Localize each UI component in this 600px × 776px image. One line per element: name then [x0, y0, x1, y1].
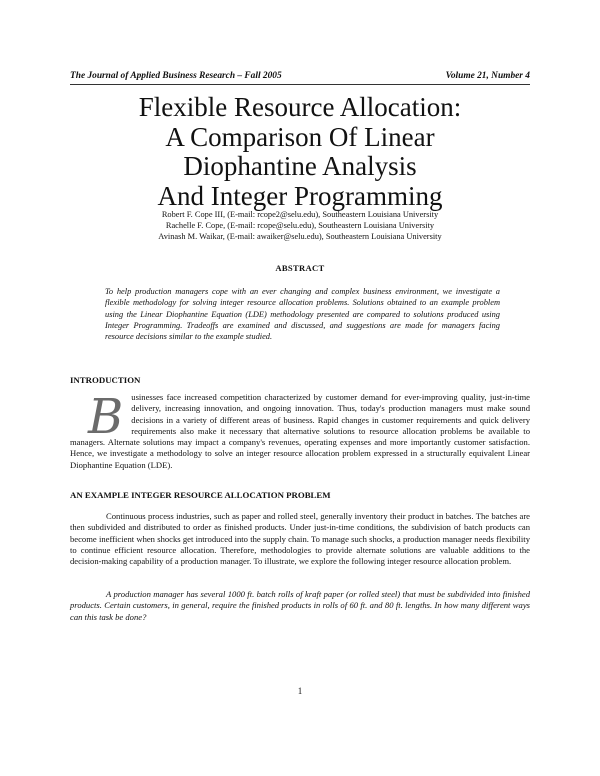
title-line-1: Flexible Resource Allocation: [138, 92, 462, 122]
author-3: Avinash M. Waikar, (E-mail: awaiker@selu.edu), Southeastern Louisiana University [158, 232, 442, 241]
abstract-body: To help production managers cope with an ever changing and complex business environment, we investigate a flexible methodology for solving integer resource allocation problems. Solutions obtained to an example problem using the Linear Diophantine Equation (LDE) methodology presented are compared to solutions produced using Integer Programming. Tradeoffs are examined and discussed, and suggestions are made for managers facing resource decisions similar to the example studied. [105, 287, 500, 342]
drop-cap: B [88, 389, 124, 445]
paper-title [70, 93, 530, 211]
page-number: 1 [297, 686, 303, 696]
abstract-heading: ABSTRACT [275, 263, 325, 273]
running-header [70, 71, 530, 83]
introduction-body [70, 389, 530, 471]
author-1: Robert F. Cope III, (E-mail: rcope2@selu.edu), Southeastern Louisiana University [161, 210, 439, 219]
title-line-4: And Integer Programming [157, 180, 443, 211]
author-list [70, 209, 530, 242]
example-paragraph-1: Continuous process industries, such as paper and rolled steel, generally inventory their product in batches. The batches are then subdivided and distributed to order as finished products. Under just-in-time conditions, the subdivision of batch products can become inefficient when shocks get introduced into the supply chain. To manage such shocks, a production manager needs flexibility to continue efficient resource allocation. Therefore, methodologies to provide alternate solutions are valuable additions to the decision-making capability of a production manager. To illustrate, we explore the following integer resource allocation problem. [70, 511, 530, 567]
introduction-text: usinesses face increased competition characterized by customer demand for ever-improving quality, just-in-time delivery, increasing innovation, and ongoing innovation. Thus, today's production managers must make sound decisions in a variety of different areas of business. Rapid changes in customer requirements and quick delivery requirements also make it necessary that alternative solutions to resource allocation problems be available to managers. Alternate solutions may impact a company's revenues, operating expenses and more importantly customer satisfaction. Hence, we investigate a methodology to solve an integer resource allocation problem expressed in a structurally equivalent Linear Diophantine Equation (LDE). [70, 392, 530, 470]
volume-number: Volume 21, Number 4 [445, 71, 530, 81]
title-line-3: Diophantine Analysis [183, 151, 417, 181]
title-line-2: A Comparison Of Linear [165, 121, 435, 152]
introduction-heading: INTRODUCTION [70, 375, 141, 385]
author-2: Rachelle F. Cope, (E-mail: rcope@selu.edu), Southeastern Louisiana University [165, 221, 435, 230]
header-rule [70, 84, 530, 85]
example-heading: AN EXAMPLE INTEGER RESOURCE ALLOCATION PROBLEM [70, 490, 331, 500]
example-problem-statement: A production manager has several 1000 ft. batch rolls of kraft paper (or rolled steel) that must be subdivided into finished products. Certain customers, in general, require the finished products in rolls of 60 ft. and 80 ft. lengths. In how many different ways can this task be done? [70, 589, 530, 622]
journal-name: The Journal of Applied Business Research – Fall 2005 [70, 71, 282, 81]
